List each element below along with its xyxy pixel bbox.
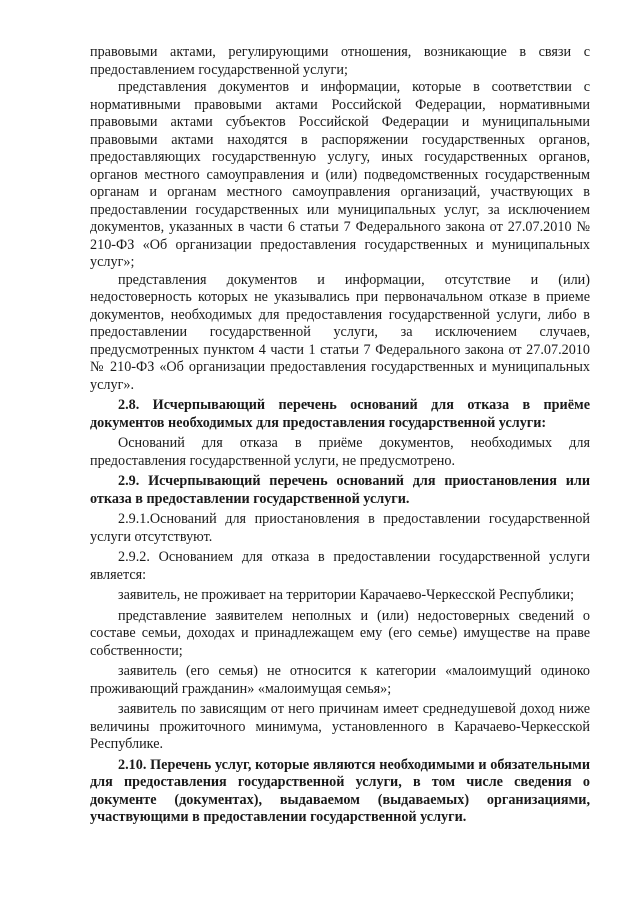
list-item-category: заявитель (его семья) не относится к категории «малоимущий одиноко проживающий гражданин» «малоимущая семья»; xyxy=(90,663,590,697)
paragraph-documents-not-indicated: представления документов и информации, отсутствие и (или) недостоверность которых не указывались при первоначальном отказе в приеме документов, необходимых для предоставления государственной услуги, либо в предоставлении государственной услуги, за исключением случаев, предусмотренных пунктом 4 части 1 статьи 7 Федерального закона от 27.07.2010 № 210-ФЗ «Об организации предоставления государственных и муниципальных услуг». xyxy=(90,271,590,393)
section-heading-2-9: 2.9. Исчерпывающий перечень оснований для приостановления или отказа в предоставлении государственной услуги. xyxy=(90,473,590,507)
list-item-income: заявитель по зависящим от него причинам имеет среднедушевой доход ниже величины прожиточного минимума, установленного в Карачаево-Черкесской Республике. xyxy=(90,701,590,752)
paragraph-no-refusal-grounds: Оснований для отказа в приёме документов, необходимых для предоставления государственной услуги, не предусмотрено. xyxy=(90,435,590,469)
paragraph-2-9-1: 2.9.1.Оснований для приостановления в предоставлении государственной услуги отсутствуют. xyxy=(90,511,590,545)
paragraph-2-9-2: 2.9.2. Основанием для отказа в предоставлении государственной услуги является: xyxy=(90,549,590,583)
section-heading-2-8: 2.8. Исчерпывающий перечень оснований для отказа в приёме документов необходимых для предоставления государственной услуги: xyxy=(90,397,590,431)
list-item-residence: заявитель, не проживает на территории Карачаево-Черкесской Республики; xyxy=(118,587,575,603)
section-heading-2-10: 2.10. Перечень услуг, которые являются необходимыми и обязательными для предоставления государственной услуги, в том числе сведения о документе (документах), выдаваемом (выдаваемых) организациями, участвующими в предоставлении государственной услуги. xyxy=(90,756,590,825)
paragraph-legal-acts-tail: правовыми актами, регулирующими отношения, возникающие в связи с предоставлением государственной услуги; xyxy=(90,44,590,78)
paragraph-documents-in-possession: представления документов и информации, которые в соответствии с нормативными правовыми актами Российской Федерации, нормативными правовыми актами субъектов Российской Федерации и муниципальными правовыми актами находятся в распоряжении государственных органов, предоставляющих государственную услугу, иных государственных органов, органов местного самоуправления и (или) подведомственных государственным органам и органам местного самоуправления организаций, участвующих в предоставлении государственных или муниципальных услуг, за исключением документов, указанных в части 6 статьи 7 Федерального закона от 27.07.2010 № 210-ФЗ «Об организации предоставления государственных и муниципальных услуг»; xyxy=(90,79,590,270)
list-item-incomplete-info: представление заявителем неполных и (или) недостоверных сведений о составе семьи, доходах и принадлежащем ему (его семье) имуществе на праве собственности; xyxy=(90,607,590,659)
